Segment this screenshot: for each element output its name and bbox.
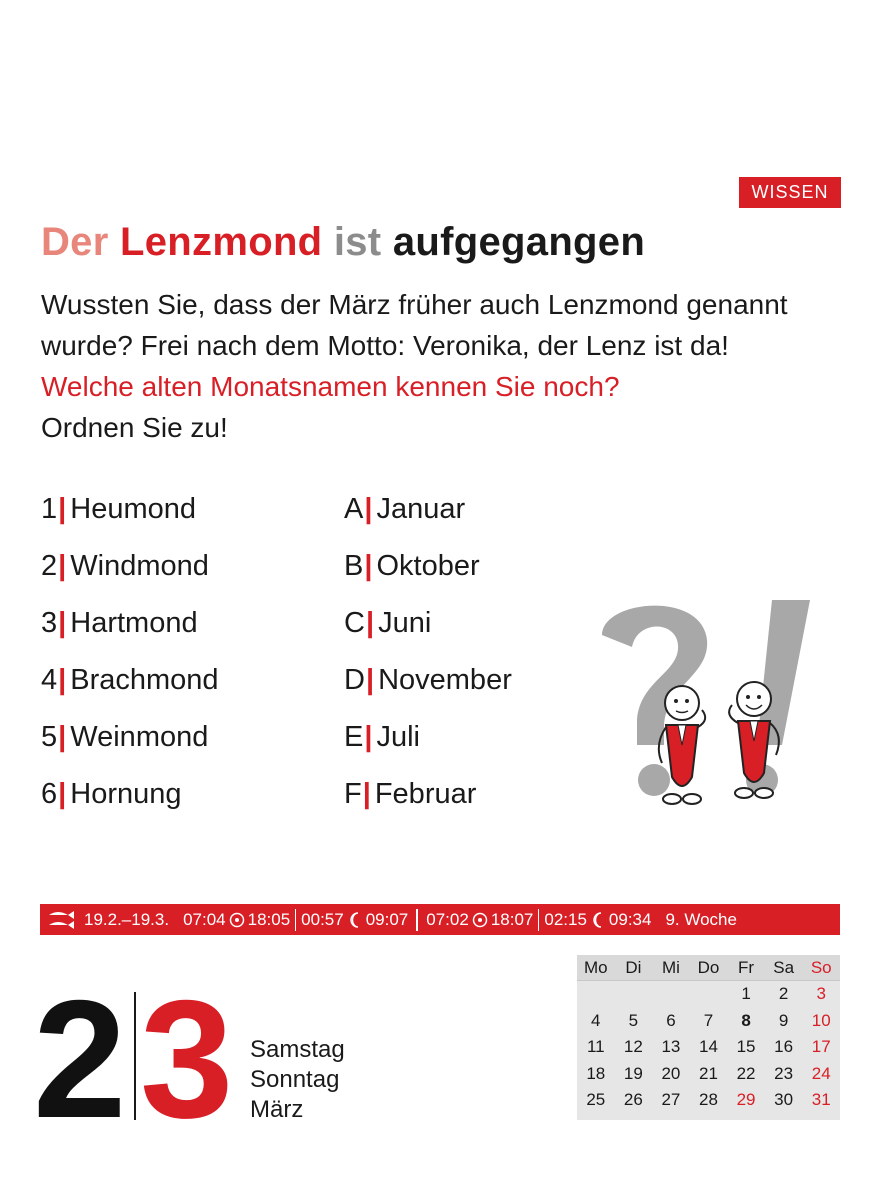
sat-sunrise: 07:04 xyxy=(183,909,226,929)
calendar-days xyxy=(577,981,840,1114)
question-exclamation-figures-illustration xyxy=(592,595,822,815)
calendar-weekday: Fr xyxy=(738,958,755,977)
list-item: 6| Hornung xyxy=(41,778,182,810)
moon-icon xyxy=(591,912,605,928)
item-label: Juli xyxy=(376,721,420,753)
calendar-weekday: Di xyxy=(625,958,642,977)
sun-moonset: 09:34 xyxy=(608,909,652,929)
item-label: Oktober xyxy=(376,550,480,582)
list-item: 3| Hartmond xyxy=(41,607,198,639)
item-key: D xyxy=(344,664,365,696)
calendar-weekday: Mo xyxy=(583,958,608,977)
sat-moonset: 09:07 xyxy=(365,909,409,929)
item-key: 5 xyxy=(41,721,58,753)
item-key: 2 xyxy=(41,550,58,582)
calendar-day: 29 xyxy=(736,1090,756,1109)
calendar-day xyxy=(690,981,728,1008)
sat-moonrise: 00:57 xyxy=(301,909,344,929)
calendar-day: 5 xyxy=(628,1010,639,1030)
calendar-day: 21 xyxy=(699,1063,718,1083)
day-names xyxy=(250,1035,345,1125)
calendar-day xyxy=(577,981,615,1008)
calendar-day: 9 xyxy=(778,1010,789,1030)
category-badge: WISSEN xyxy=(739,177,841,208)
item-label: Hartmond xyxy=(70,607,198,639)
list-item: 4| Brachmond xyxy=(41,664,219,696)
calendar-day: 25 xyxy=(586,1090,606,1109)
calendar-day: 30 xyxy=(774,1090,794,1109)
month-names-list xyxy=(344,489,512,831)
moon-icon xyxy=(348,912,362,928)
calendar-day: 11 xyxy=(586,1037,605,1056)
calendar-day: 14 xyxy=(699,1037,718,1056)
calendar-day: 4 xyxy=(591,1010,601,1030)
list-item: C| Juni xyxy=(344,607,432,639)
list-item: E| Juli xyxy=(344,721,420,753)
calendar-day: 2 xyxy=(778,984,789,1003)
item-key: 3 xyxy=(41,607,58,639)
calendar-day: 20 xyxy=(661,1063,681,1083)
mini-calendar xyxy=(577,955,840,1120)
list-item: 1| Heumond xyxy=(41,493,197,525)
calendar-day: 27 xyxy=(661,1090,681,1109)
date-digit-saturday: 2 xyxy=(33,965,123,1153)
zodiac-range: 19.2.–19.3. xyxy=(84,909,170,929)
calendar-day: 31 xyxy=(811,1090,831,1109)
month-name: März xyxy=(250,1096,304,1123)
item-label: Januar xyxy=(376,493,466,525)
item-label: Heumond xyxy=(70,493,197,525)
calendar-day: 28 xyxy=(699,1090,718,1109)
item-label: Weinmond xyxy=(70,721,209,753)
title-word-2: Lenzmond xyxy=(120,220,323,264)
list-item: B| Oktober xyxy=(344,550,480,582)
pisces-icon xyxy=(46,908,78,932)
list-item: A| Januar xyxy=(344,493,466,525)
calendar-day: 6 xyxy=(666,1010,676,1030)
item-key: B xyxy=(344,550,364,582)
date-digit-sunday: 3 xyxy=(140,965,230,1153)
day-name-saturday: Samstag xyxy=(250,1036,345,1063)
item-key: 4 xyxy=(41,664,58,696)
item-key: F xyxy=(344,778,362,810)
calendar-weekday-header xyxy=(577,955,840,981)
calendar-day: 26 xyxy=(623,1090,643,1109)
calendar-day: 7 xyxy=(703,1010,714,1030)
calendar-weekday: Do xyxy=(697,958,720,977)
intro-question: Welche alten Monatsnamen kennen Sie noch? xyxy=(41,371,620,402)
calendar-weekday: So xyxy=(810,958,832,977)
calendar-day: 23 xyxy=(774,1063,794,1083)
intro-text xyxy=(41,284,861,448)
calendar-day xyxy=(652,981,690,1008)
page-title xyxy=(41,220,645,265)
item-key: E xyxy=(344,721,364,753)
calendar-day: 8 xyxy=(741,1010,751,1030)
item-label: Brachmond xyxy=(70,664,219,696)
title-word-4: aufgegangen xyxy=(392,220,646,264)
calendar-weekday: Sa xyxy=(773,958,795,977)
item-label: Juni xyxy=(378,607,432,639)
old-month-names-list xyxy=(41,489,219,831)
item-key: 6 xyxy=(41,778,58,810)
intro-line-2: wurde? Frei nach dem Motto: Veronika, der Lenz ist da! xyxy=(41,330,729,361)
sun-sunrise: 07:02 xyxy=(426,909,469,929)
item-key: A xyxy=(344,493,364,525)
item-key: 1 xyxy=(41,493,58,525)
sat-sunset: 18:05 xyxy=(247,909,291,929)
astronomy-info-bar xyxy=(40,904,840,935)
calendar-day: 22 xyxy=(736,1063,756,1083)
calendar-day: 10 xyxy=(811,1010,831,1030)
calendar-day: 12 xyxy=(623,1037,643,1056)
calendar-day: 24 xyxy=(811,1063,831,1083)
list-item: F| Februar xyxy=(344,778,477,810)
item-label: Februar xyxy=(374,778,477,810)
calendar-day: 13 xyxy=(661,1037,681,1056)
calendar-day: 19 xyxy=(623,1063,643,1083)
calendar-day: 16 xyxy=(774,1037,794,1056)
calendar-day xyxy=(615,981,653,1008)
sun-icon xyxy=(472,912,488,928)
intro-line-1: Wussten Sie, dass der März früher auch Lenzmond genannt xyxy=(41,289,788,320)
week-number: 9. Woche xyxy=(665,909,737,929)
calendar-day: 15 xyxy=(736,1037,756,1056)
calendar-day: 1 xyxy=(741,984,751,1003)
item-label: Windmond xyxy=(70,550,209,582)
list-item: D| November xyxy=(344,664,512,696)
calendar-day: 17 xyxy=(811,1037,831,1056)
item-key: C xyxy=(344,607,365,639)
date-divider xyxy=(134,992,136,1120)
list-item: 5| Weinmond xyxy=(41,721,209,753)
list-item: 2| Windmond xyxy=(41,550,209,582)
day-name-sunday: Sonntag xyxy=(250,1066,340,1093)
sun-icon xyxy=(229,912,245,928)
calendar-day: 3 xyxy=(816,984,826,1003)
title-word-3: ist xyxy=(333,220,382,264)
calendar-weekday: Mi xyxy=(661,958,680,977)
sun-sunset: 18:07 xyxy=(490,909,534,929)
intro-line-4: Ordnen Sie zu! xyxy=(41,412,228,443)
sun-moonrise: 02:15 xyxy=(544,909,587,929)
calendar-day: 18 xyxy=(586,1063,606,1083)
item-label: November xyxy=(378,664,512,696)
title-word-1: Der xyxy=(41,220,109,264)
item-label: Hornung xyxy=(70,778,182,810)
